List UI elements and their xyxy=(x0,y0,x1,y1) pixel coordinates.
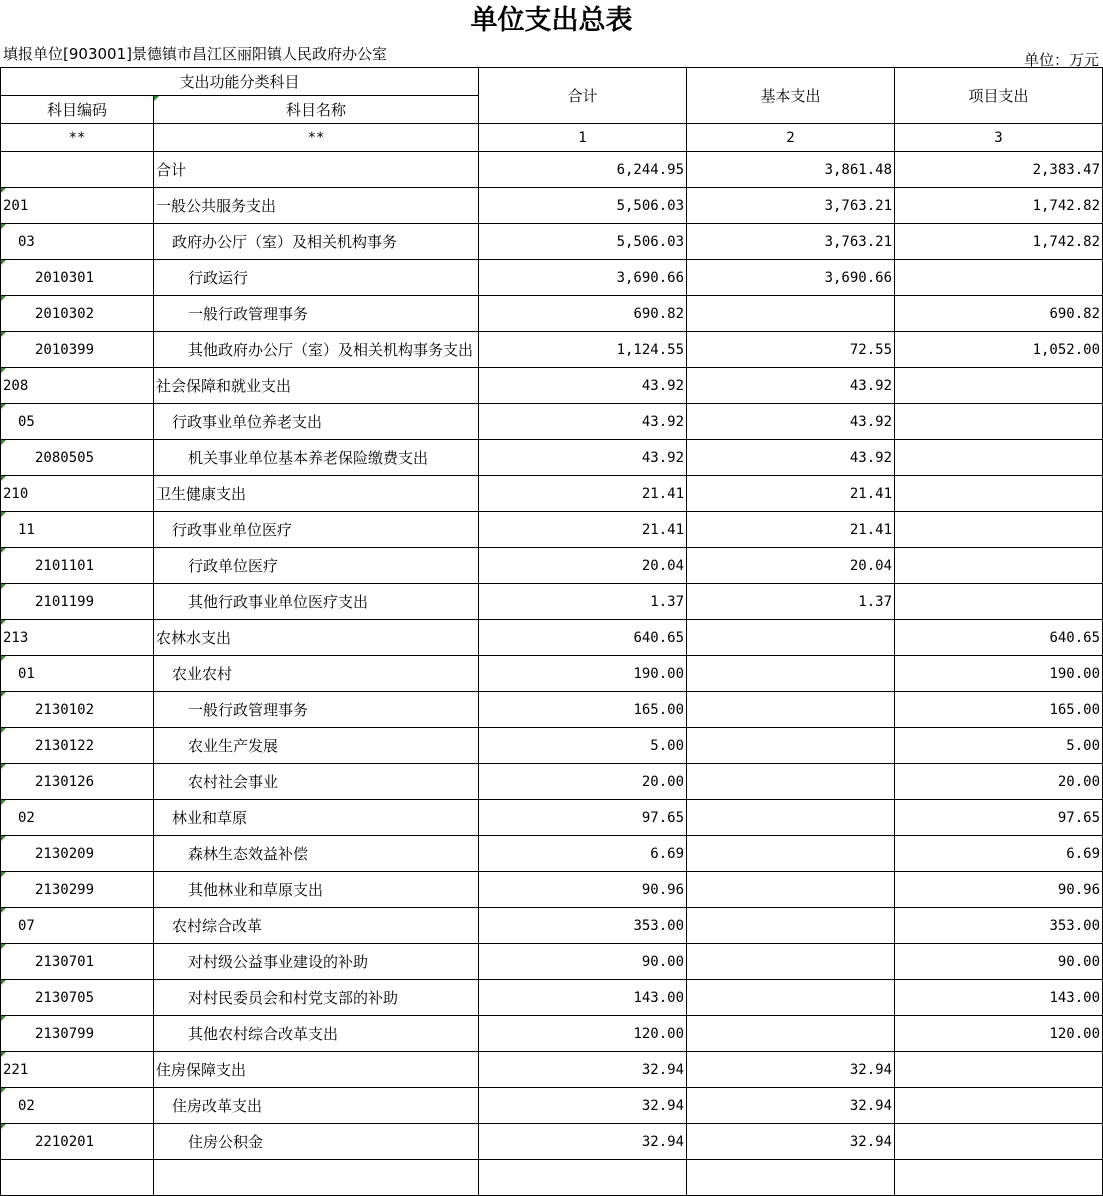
cell-project: 165.00 xyxy=(895,692,1103,728)
table-row xyxy=(1,1124,1103,1160)
cell-name xyxy=(154,1160,479,1196)
cell-basic: 43.92 xyxy=(687,404,895,440)
cell-basic: 21.41 xyxy=(687,476,895,512)
mark-total: 1 xyxy=(479,124,687,152)
table-row xyxy=(1,548,1103,584)
cell-basic: 21.41 xyxy=(687,512,895,548)
cell-project xyxy=(895,584,1103,620)
cell-total: 5,506.03 xyxy=(479,188,687,224)
cell-basic xyxy=(687,656,895,692)
table-row xyxy=(1,944,1103,980)
table-row xyxy=(1,620,1103,656)
cell-total: 120.00 xyxy=(479,1016,687,1052)
table-row xyxy=(1,512,1103,548)
cell-basic: 3,690.66 xyxy=(687,260,895,296)
cell-total: 6,244.95 xyxy=(479,152,687,188)
cell-basic xyxy=(687,764,895,800)
cell-project xyxy=(895,512,1103,548)
cell-total: 353.00 xyxy=(479,908,687,944)
cell-project: 190.00 xyxy=(895,656,1103,692)
cell-project xyxy=(895,260,1103,296)
table-row xyxy=(1,368,1103,404)
cell-basic: 43.92 xyxy=(687,368,895,404)
table-row xyxy=(1,728,1103,764)
reporting-unit: 填报单位[903001]景德镇市昌江区丽阳镇人民政府办公室 xyxy=(3,45,387,63)
cell-code: 2130701 xyxy=(1,944,154,980)
cell-basic xyxy=(687,728,895,764)
table-row xyxy=(1,908,1103,944)
cell-project: 5.00 xyxy=(895,728,1103,764)
header-total: 合计 xyxy=(479,68,687,124)
cell-name: 社会保障和就业支出 xyxy=(154,368,479,404)
cell-project: 90.00 xyxy=(895,944,1103,980)
cell-name: 一般行政管理事务 xyxy=(154,692,479,728)
table-row xyxy=(1,656,1103,692)
cell-name: 住房保障支出 xyxy=(154,1052,479,1088)
cell-code: 2080505 xyxy=(1,440,154,476)
cell-basic xyxy=(687,1160,895,1196)
cell-total: 1,124.55 xyxy=(479,332,687,368)
cell-total: 32.94 xyxy=(479,1052,687,1088)
cell-code xyxy=(1,152,154,188)
cell-total: 165.00 xyxy=(479,692,687,728)
mark-basic: 2 xyxy=(687,124,895,152)
cell-name: 对村民委员会和村党支部的补助 xyxy=(154,980,479,1016)
cell-project: 1,742.82 xyxy=(895,224,1103,260)
cell-name: 其他林业和草原支出 xyxy=(154,872,479,908)
cell-name: 住房改革支出 xyxy=(154,1088,479,1124)
table-row xyxy=(1,476,1103,512)
cell-total: 690.82 xyxy=(479,296,687,332)
cell-total: 1.37 xyxy=(479,584,687,620)
cell-code: 2130705 xyxy=(1,980,154,1016)
cell-name: 对村级公益事业建设的补助 xyxy=(154,944,479,980)
table-row xyxy=(1,332,1103,368)
cell-code: 2130209 xyxy=(1,836,154,872)
cell-project xyxy=(895,1052,1103,1088)
cell-name: 住房公积金 xyxy=(154,1124,479,1160)
cell-code: 2130799 xyxy=(1,1016,154,1052)
header-code: 科目编码 xyxy=(1,96,154,124)
cell-total: 21.41 xyxy=(479,476,687,512)
cell-code: 201 xyxy=(1,188,154,224)
cell-code: 2130102 xyxy=(1,692,154,728)
cell-name: 农村社会事业 xyxy=(154,764,479,800)
header-row-marks xyxy=(1,124,1103,152)
table-row xyxy=(1,980,1103,1016)
cell-project xyxy=(895,1088,1103,1124)
cell-basic: 32.94 xyxy=(687,1124,895,1160)
header-basic: 基本支出 xyxy=(687,68,895,124)
cell-total: 90.00 xyxy=(479,944,687,980)
table-row xyxy=(1,764,1103,800)
cell-basic xyxy=(687,800,895,836)
table-row xyxy=(1,584,1103,620)
cell-name: 农村综合改革 xyxy=(154,908,479,944)
cell-total: 190.00 xyxy=(479,656,687,692)
cell-project: 2,383.47 xyxy=(895,152,1103,188)
cell-total: 143.00 xyxy=(479,980,687,1016)
cell-name: 政府办公厅（室）及相关机构事务 xyxy=(154,224,479,260)
cell-project: 120.00 xyxy=(895,1016,1103,1052)
mark-name: ** xyxy=(154,124,479,152)
cell-basic xyxy=(687,908,895,944)
cell-basic: 3,763.21 xyxy=(687,188,895,224)
cell-name: 农林水支出 xyxy=(154,620,479,656)
cell-project: 6.69 xyxy=(895,836,1103,872)
currency-unit: 单位：万元 xyxy=(1023,51,1099,69)
cell-project xyxy=(895,404,1103,440)
cell-project: 97.65 xyxy=(895,800,1103,836)
cell-name: 林业和草原 xyxy=(154,800,479,836)
cell-name: 其他行政事业单位医疗支出 xyxy=(154,584,479,620)
cell-basic xyxy=(687,620,895,656)
cell-basic: 72.55 xyxy=(687,332,895,368)
cell-total: 640.65 xyxy=(479,620,687,656)
cell-project xyxy=(895,440,1103,476)
cell-code: 02 xyxy=(1,800,154,836)
cell-project xyxy=(895,368,1103,404)
cell-total: 90.96 xyxy=(479,872,687,908)
cell-total: 32.94 xyxy=(479,1124,687,1160)
cell-name: 行政单位医疗 xyxy=(154,548,479,584)
cell-code: 221 xyxy=(1,1052,154,1088)
cell-total: 6.69 xyxy=(479,836,687,872)
header-name: 科目名称 xyxy=(154,96,479,124)
cell-total: 5,506.03 xyxy=(479,224,687,260)
table-row xyxy=(1,152,1103,188)
cell-total: 20.00 xyxy=(479,764,687,800)
table-row xyxy=(1,260,1103,296)
table-row xyxy=(1,1088,1103,1124)
cell-basic xyxy=(687,296,895,332)
cell-basic: 1.37 xyxy=(687,584,895,620)
mark-project: 3 xyxy=(895,124,1103,152)
cell-code: 03 xyxy=(1,224,154,260)
cell-code: 2210201 xyxy=(1,1124,154,1160)
cell-code: 11 xyxy=(1,512,154,548)
cell-code: 2130122 xyxy=(1,728,154,764)
cell-name: 农业农村 xyxy=(154,656,479,692)
cell-total: 5.00 xyxy=(479,728,687,764)
cell-basic xyxy=(687,944,895,980)
cell-name: 行政运行 xyxy=(154,260,479,296)
cell-name: 一般公共服务支出 xyxy=(154,188,479,224)
cell-basic xyxy=(687,872,895,908)
cell-name: 行政事业单位医疗 xyxy=(154,512,479,548)
table-row xyxy=(1,1016,1103,1052)
cell-basic: 32.94 xyxy=(687,1088,895,1124)
cell-code: 2101101 xyxy=(1,548,154,584)
table-row xyxy=(1,188,1103,224)
cell-total xyxy=(479,1160,687,1196)
cell-project: 1,742.82 xyxy=(895,188,1103,224)
cell-total: 3,690.66 xyxy=(479,260,687,296)
table-row xyxy=(1,1160,1103,1196)
cell-code: 2010301 xyxy=(1,260,154,296)
table-row xyxy=(1,224,1103,260)
cell-basic: 3,763.21 xyxy=(687,224,895,260)
cell-code: 210 xyxy=(1,476,154,512)
cell-project xyxy=(895,548,1103,584)
cell-basic: 43.92 xyxy=(687,440,895,476)
cell-name: 卫生健康支出 xyxy=(154,476,479,512)
cell-code: 2010399 xyxy=(1,332,154,368)
cell-project: 20.00 xyxy=(895,764,1103,800)
header-project: 项目支出 xyxy=(895,68,1103,124)
table-row xyxy=(1,296,1103,332)
cell-code: 208 xyxy=(1,368,154,404)
cell-project xyxy=(895,1124,1103,1160)
cell-project: 143.00 xyxy=(895,980,1103,1016)
cell-project: 1,052.00 xyxy=(895,332,1103,368)
page-title: 单位支出总表 xyxy=(470,5,633,36)
cell-code: 213 xyxy=(1,620,154,656)
cell-total: 43.92 xyxy=(479,404,687,440)
cell-project: 690.82 xyxy=(895,296,1103,332)
header-group-label: 支出功能分类科目 xyxy=(1,68,479,96)
table-row xyxy=(1,800,1103,836)
cell-project xyxy=(895,1160,1103,1196)
cell-basic xyxy=(687,692,895,728)
cell-name: 行政事业单位养老支出 xyxy=(154,404,479,440)
cell-code: 05 xyxy=(1,404,154,440)
cell-name: 其他农村综合改革支出 xyxy=(154,1016,479,1052)
cell-name: 森林生态效益补偿 xyxy=(154,836,479,872)
cell-name: 合计 xyxy=(154,152,479,188)
cell-code: 2101199 xyxy=(1,584,154,620)
cell-code xyxy=(1,1160,154,1196)
cell-name: 一般行政管理事务 xyxy=(154,296,479,332)
cell-code: 01 xyxy=(1,656,154,692)
cell-project xyxy=(895,476,1103,512)
cell-code: 2130126 xyxy=(1,764,154,800)
table-row xyxy=(1,440,1103,476)
cell-code: 2010302 xyxy=(1,296,154,332)
cell-project: 353.00 xyxy=(895,908,1103,944)
mark-code: ** xyxy=(1,124,154,152)
table-row xyxy=(1,692,1103,728)
table-row xyxy=(1,872,1103,908)
cell-total: 32.94 xyxy=(479,1088,687,1124)
cell-basic xyxy=(687,980,895,1016)
cell-basic xyxy=(687,836,895,872)
cell-code: 2130299 xyxy=(1,872,154,908)
table-row xyxy=(1,404,1103,440)
cell-code: 07 xyxy=(1,908,154,944)
cell-name: 农业生产发展 xyxy=(154,728,479,764)
cell-total: 20.04 xyxy=(479,548,687,584)
cell-name: 其他政府办公厅（室）及相关机构事务支出 xyxy=(154,332,479,368)
table-row xyxy=(1,1052,1103,1088)
cell-code: 02 xyxy=(1,1088,154,1124)
cell-total: 21.41 xyxy=(479,512,687,548)
cell-basic: 20.04 xyxy=(687,548,895,584)
cell-basic: 32.94 xyxy=(687,1052,895,1088)
cell-name: 机关事业单位基本养老保险缴费支出 xyxy=(154,440,479,476)
cell-total: 97.65 xyxy=(479,800,687,836)
header-row-1 xyxy=(1,68,1103,96)
expenditure-table xyxy=(0,67,1103,1196)
cell-total: 43.92 xyxy=(479,440,687,476)
cell-basic xyxy=(687,1016,895,1052)
cell-project: 640.65 xyxy=(895,620,1103,656)
table-row xyxy=(1,836,1103,872)
cell-project: 90.96 xyxy=(895,872,1103,908)
cell-total: 43.92 xyxy=(479,368,687,404)
cell-basic: 3,861.48 xyxy=(687,152,895,188)
